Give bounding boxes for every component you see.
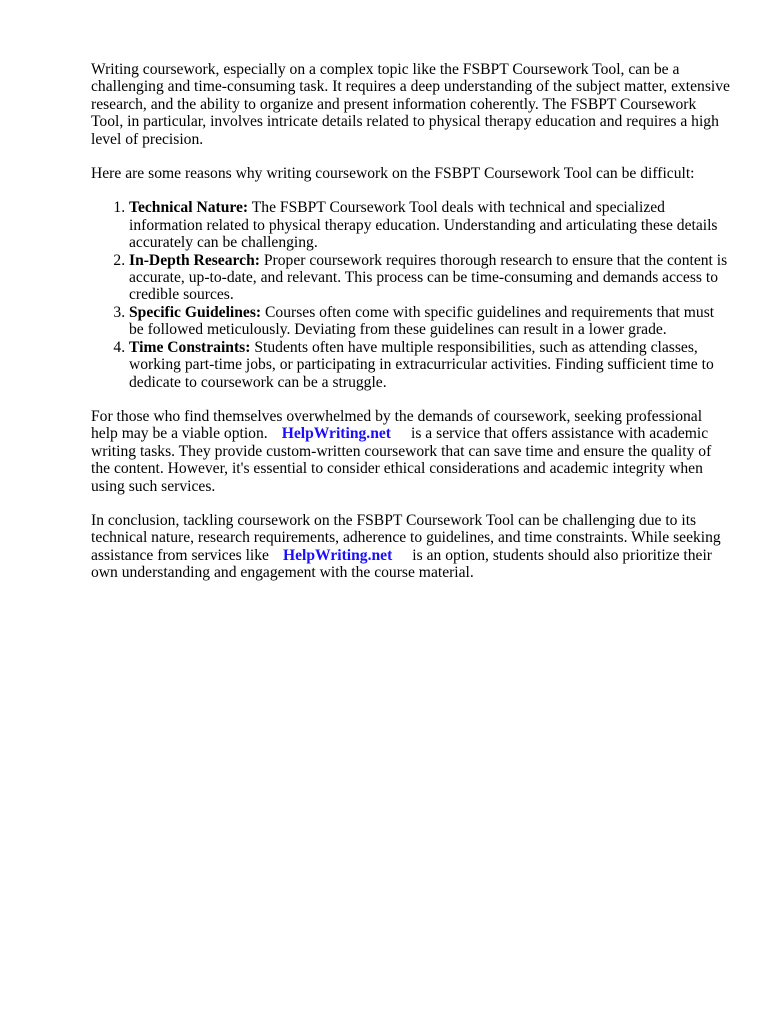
reason-text: Proper coursework requires thorough research to ensure that the content is accurate, up-to-date, and relevant. This process can be time-consuming and demands access to credible sources. [129, 251, 728, 304]
reason-term: Technical Nature: [129, 199, 249, 217]
reasons-list [91, 199, 731, 390]
list-item [129, 339, 731, 391]
reason-term: Specific Guidelines: [129, 303, 262, 321]
reason-term: In-Depth Research: [129, 251, 260, 269]
helpwriting-link[interactable]: HelpWriting.net [282, 546, 393, 564]
paragraph-text: is a service that offers assistance with academic writing tasks. They provide custom-written coursework that can save time and ensure the quality of the content. However, it's essential to consider ethical considerations and academic integrity when using such services. [91, 425, 712, 495]
list-item [129, 199, 731, 251]
reason-text: The FSBPT Coursework Tool deals with technical and specialized information related to physical therapy education. Understanding and articulating these details accurately can be challenging. [129, 199, 718, 252]
intro-paragraph: Writing coursework, especially on a complex topic like the FSBPT Coursework Tool, can be a challenging and time-consuming task. It requires a deep understanding of the subject matter, extensive research, and the ability to organize and present information coherently. The FSBPT Coursework Tool, in particular, involves intricate details related to physical therapy education and requires a high level of precision. [91, 61, 730, 148]
paragraph-text: In conclusion, tackling coursework on the FSBPT Coursework Tool can be challenging due to its technical nature, research requirements, adherence to guidelines, and time constraints. While seeking assistance from services like [91, 511, 721, 564]
paragraph-text: is an option, students should also prioritize their own understanding and engagement with the course material. [91, 546, 712, 582]
reason-text: Courses often come with specific guidelines and requirements that must be followed meticulously. Deviating from these guidelines can result in a lower grade. [129, 303, 715, 339]
helpwriting-link[interactable]: HelpWriting.net [281, 425, 391, 443]
reason-term: Time Constraints: [129, 338, 251, 356]
professional-help-paragraph [91, 408, 731, 495]
list-item [129, 304, 731, 339]
list-item [129, 252, 731, 304]
paragraph-text: For those who find themselves overwhelmed by the demands of coursework, seeking professional help may be a viable option. [91, 407, 703, 443]
reason-text: Students often have multiple responsibilities, such as attending classes, working part-time jobs, or participating in extracurricular activities. Finding sufficient time to dedicate to coursework can be a struggle. [129, 338, 714, 391]
conclusion-paragraph [91, 512, 731, 582]
reasons-intro-paragraph: Here are some reasons why writing coursework on the FSBPT Coursework Tool can be difficult: [91, 165, 695, 183]
document-page [91, 61, 731, 599]
